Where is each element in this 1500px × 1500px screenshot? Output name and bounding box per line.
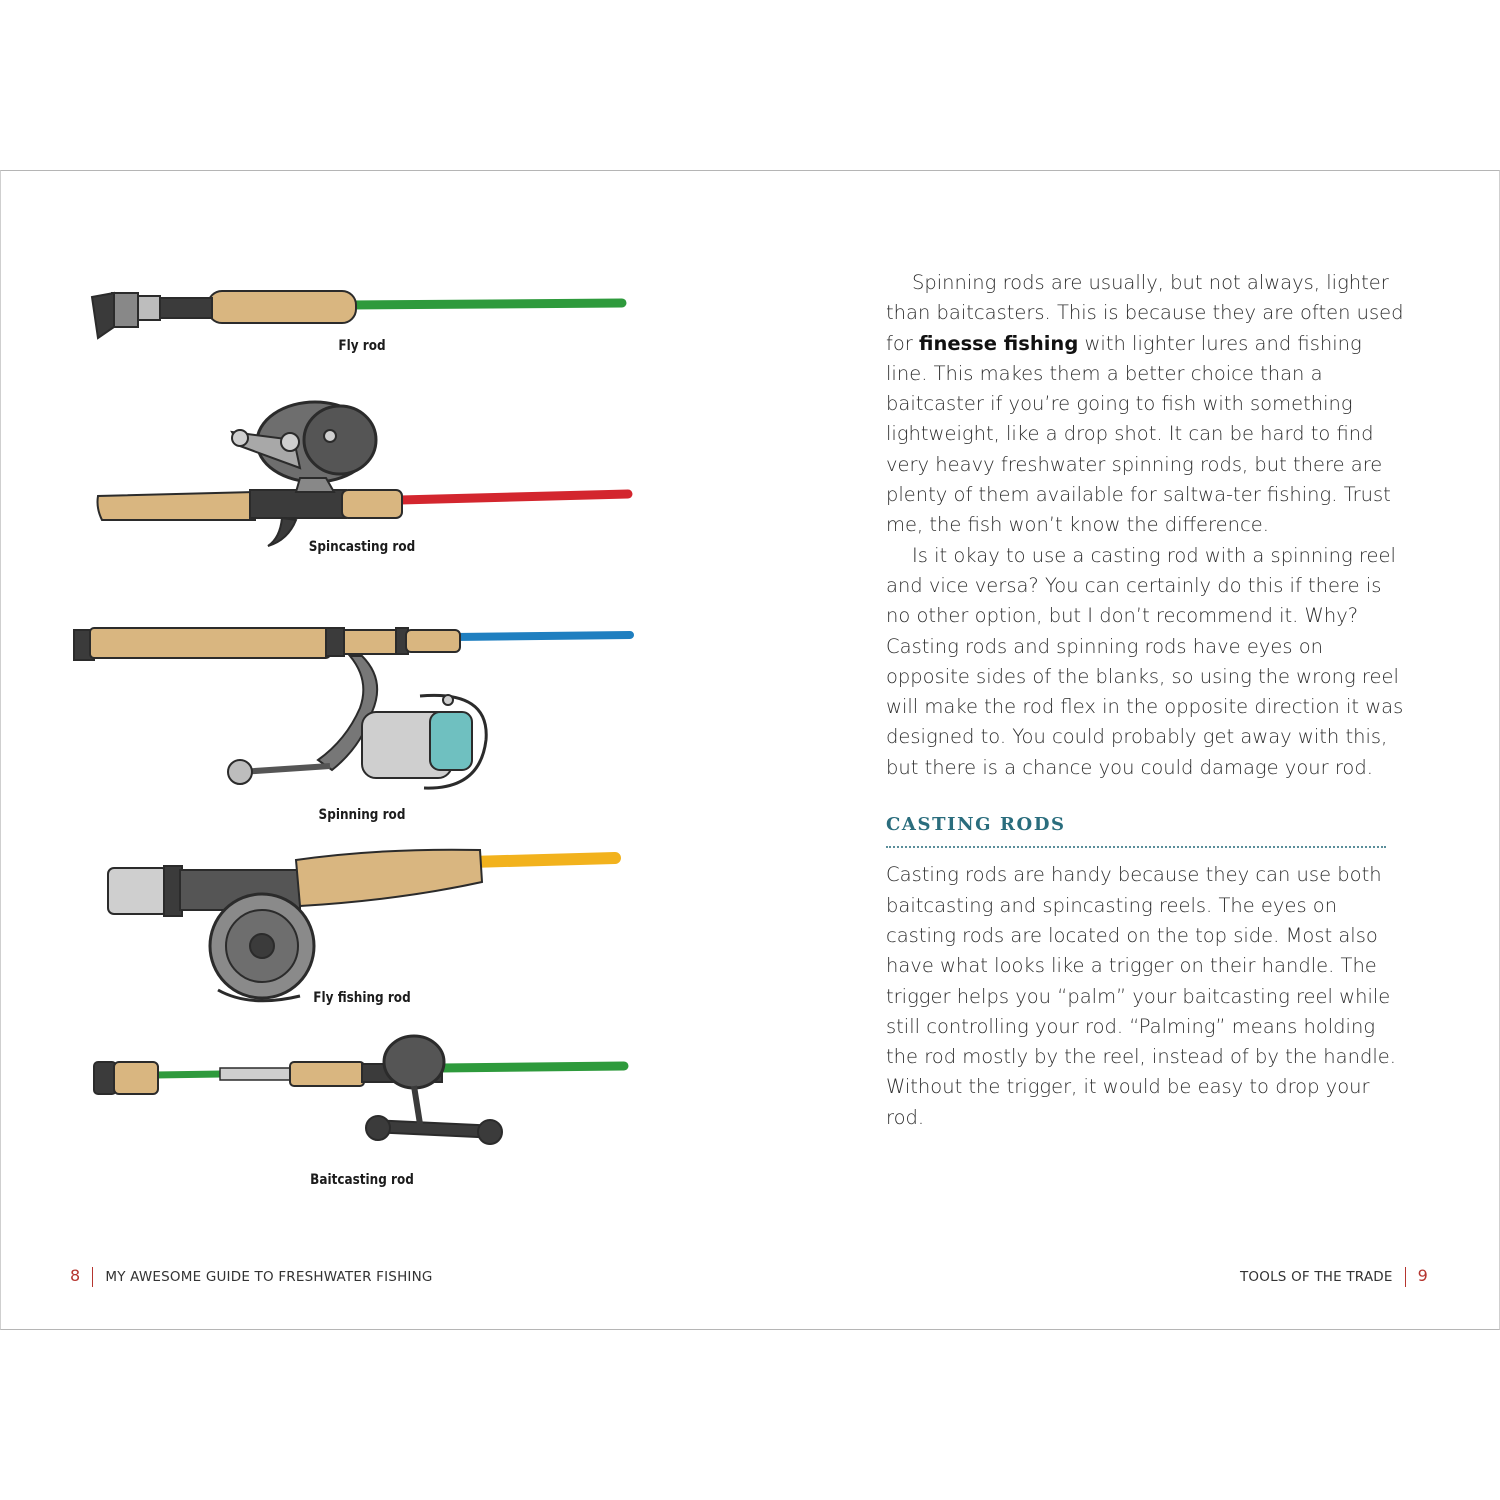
spincasting-rod-blank: [400, 494, 628, 500]
caption-spincasting-rod: Spincasting rod: [308, 539, 416, 555]
paragraph-1-text-a: Spinning rods are usually, but not always, lighter than baitcasters. This is because they are often used for: [886, 271, 1404, 355]
footer-divider-left: [92, 1267, 93, 1287]
fly-fishing-rod-illustration: [108, 850, 615, 1001]
caption-baitcasting-rod: Baitcasting rod: [310, 1172, 414, 1188]
left-footer: [70, 1266, 433, 1287]
paragraph-casting-vs-spinning: Is it okay to use a casting rod with a spinning reel and vice versa? You can certainly do this if there is no other option, but I don’t recommend it. Why? Casting rods and spinning rods have eyes on opposite sides of the blanks, so using the wrong reel will make the rod flex in the opposite direction it was designed to. You could probably get away with this, but there is a chance you could damage your rod.: [886, 543, 1404, 779]
caption-spinning-rod: Spinning rod: [318, 807, 406, 823]
baitcasting-rod-blank: [440, 1066, 624, 1068]
rod-illustrations: [0, 0, 760, 1230]
paragraph-spinning-rods: [886, 268, 1406, 541]
fly-rod-blank: [350, 303, 622, 305]
finesse-fishing-term: finesse fishing: [919, 331, 1079, 355]
right-footer: [1240, 1266, 1428, 1287]
page-number-left: 8: [70, 1266, 81, 1285]
spincasting-rod-illustration: [98, 402, 629, 546]
fly-fishing-rod-blank: [470, 858, 615, 862]
paragraph-casting-rods: Casting rods are handy because they can use both baitcasting and spincasting reels. The eyes on casting rods are located on the top side. Most also have what looks like a trigger on their handle. The trigger helps you “palm” your baitcasting reel while still controlling your rod. “Palming” means holding the rod mostly by the reel, instead of by the handle. Without the trigger, it would be easy to drop your rod.: [886, 863, 1396, 1129]
running-title-right: TOOLS OF THE TRADE: [1239, 1269, 1393, 1285]
spinning-rod-blank: [455, 635, 630, 637]
spinning-rod-illustration: [74, 628, 630, 788]
running-title-left: MY AWESOME GUIDE TO FRESHWATER FISHING: [105, 1269, 433, 1285]
footer-divider-right: [1405, 1267, 1406, 1287]
paragraph-1-text-b: with lighter lures and fishing line. This makes them a better choice than a baitcaster if you’re going to fish with something lightweight, like a drop shot. It can be hard to find very heavy freshwater spinning rods, but there are plenty of them available for saltwa-ter fishing. Trust me, the fish won’t know the difference.: [886, 331, 1391, 537]
right-page-body: [886, 268, 1406, 1133]
section-heading-casting-rods: CASTING RODS: [886, 810, 1386, 848]
fly-rod-illustration: [92, 291, 622, 338]
caption-fly-fishing-rod: Fly fishing rod: [313, 990, 411, 1006]
baitcasting-rod-illustration: [94, 1036, 624, 1144]
page-number-right: 9: [1417, 1266, 1428, 1285]
caption-fly-rod: Fly rod: [338, 338, 386, 354]
